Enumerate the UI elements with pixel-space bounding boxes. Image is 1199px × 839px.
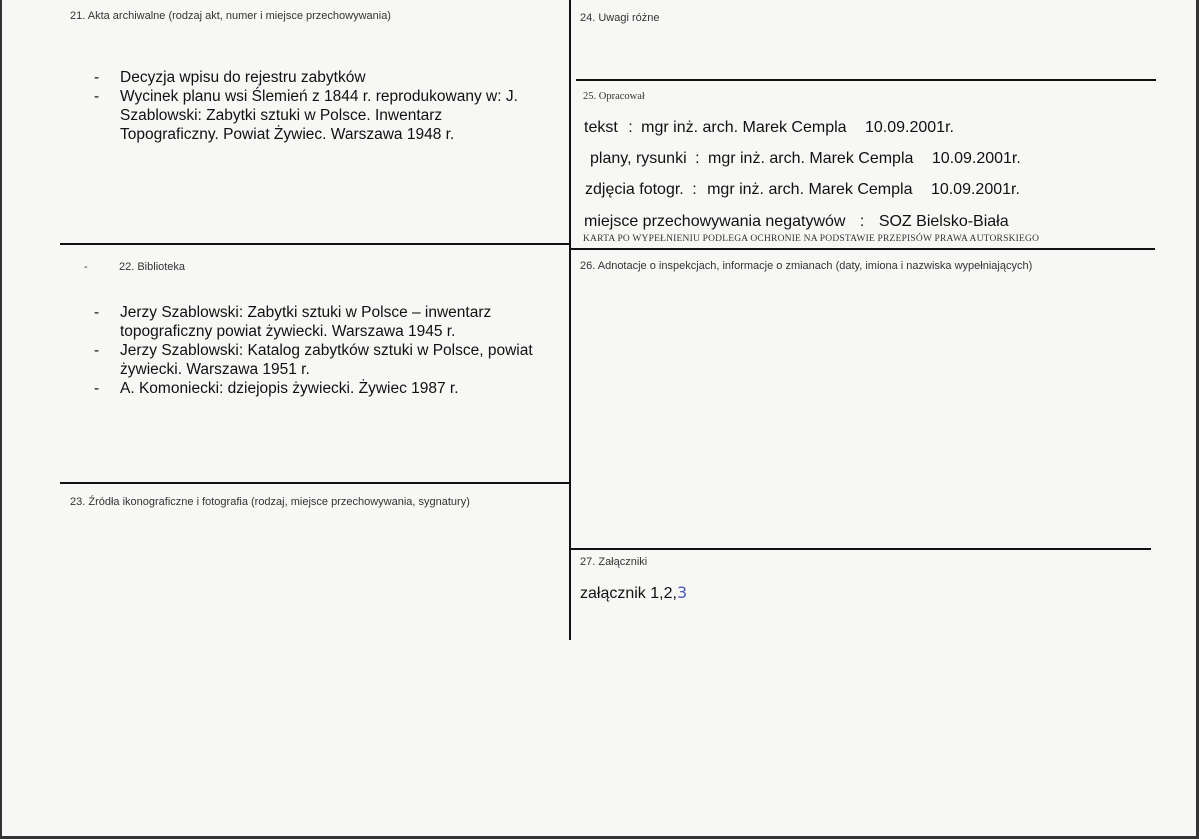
section-22-marker: - xyxy=(84,261,88,273)
list-item: - Jerzy Szablowski: Katalog zabytków sztuki w Polsce, powiat żywiecki. Warszawa 1951 r. xyxy=(90,341,568,379)
section-25-heading: 25. Opracował xyxy=(583,91,645,102)
divider-25-26 xyxy=(569,248,1155,250)
divider-21-22 xyxy=(60,243,569,245)
page-edge-left xyxy=(0,0,2,839)
list-item: - Jerzy Szablowski: Zabytki sztuki w Polsce – inwentarz topograficzny powiat żywiecki. Warszawa 1945 r. xyxy=(90,303,568,341)
divider-24-25 xyxy=(576,79,1156,81)
attachments-value xyxy=(580,583,687,603)
row-date: 10.09.2001r. xyxy=(865,119,954,136)
divider-26-27 xyxy=(571,548,1151,550)
row-author: mgr inż. arch. Marek Cempla xyxy=(707,181,913,198)
negatives-separator: : xyxy=(859,213,865,230)
attachments-handwritten: 3 xyxy=(676,583,688,602)
section-22-heading: 22. Biblioteka xyxy=(119,261,186,273)
prepared-drawings-row xyxy=(590,150,1021,168)
row-separator: : xyxy=(692,181,697,198)
negatives-value: SOZ Bielsko-Biała xyxy=(878,213,1009,230)
negatives-location-row xyxy=(584,213,1009,231)
section-22-list xyxy=(90,303,568,398)
section-23-heading: 23. Źródła ikonograficzne i fotografia (rodzaj, miejsce przechowywania, sygnatury) xyxy=(70,496,470,508)
prepared-text-row xyxy=(584,119,954,137)
list-item: - Wycinek planu wsi Ślemień z 1844 r. reprodukowany w: J. Szablowski: Zabytki sztuki w Polsce. Inwentarz Topograficzny. Powiat Żywiec. Warszawa 1948 r. xyxy=(90,87,540,144)
section-21-heading: 21. Akta archiwalne (rodzaj akt, numer i miejsce przechowywania) xyxy=(70,10,391,22)
negatives-label: miejsce przechowywania negatywów xyxy=(584,213,846,230)
attachments-printed: załącznik 1,2, xyxy=(580,585,677,602)
copyright-note: KARTA PO WYPEŁNIENIU PODLEGA OCHRONIE NA PODSTAWIE PRZEPISÓW PRAWA AUTORSKIEGO xyxy=(583,234,1040,244)
row-separator: : xyxy=(628,119,633,136)
list-item: - Decyzja wpisu do rejestru zabytków xyxy=(90,68,540,87)
column-divider xyxy=(569,0,571,640)
section-21-list xyxy=(90,68,540,144)
row-date: 10.09.2001r. xyxy=(930,181,1020,198)
row-author: mgr inż. arch. Marek Cempla xyxy=(641,119,847,136)
row-label: tekst xyxy=(584,119,618,136)
section-26-heading: 26. Adnotacje o inspekcjach, informacje o zmianach (daty, imiona i nazwiska wypełniających) xyxy=(580,260,1033,272)
section-27-heading: 27. Załączniki xyxy=(580,556,648,568)
divider-22-23 xyxy=(60,482,569,484)
row-label: zdjęcia fotogr. xyxy=(585,181,684,198)
row-separator: : xyxy=(695,150,700,167)
row-label: plany, rysunki xyxy=(590,150,687,167)
row-date: 10.09.2001r. xyxy=(931,150,1021,167)
prepared-photos-row xyxy=(585,181,1020,199)
list-item: - A. Komoniecki: dziejopis żywiecki. Żywiec 1987 r. xyxy=(90,379,568,398)
row-author: mgr inż. arch. Marek Cempla xyxy=(708,150,914,167)
section-24-heading: 24. Uwagi różne xyxy=(580,12,660,24)
